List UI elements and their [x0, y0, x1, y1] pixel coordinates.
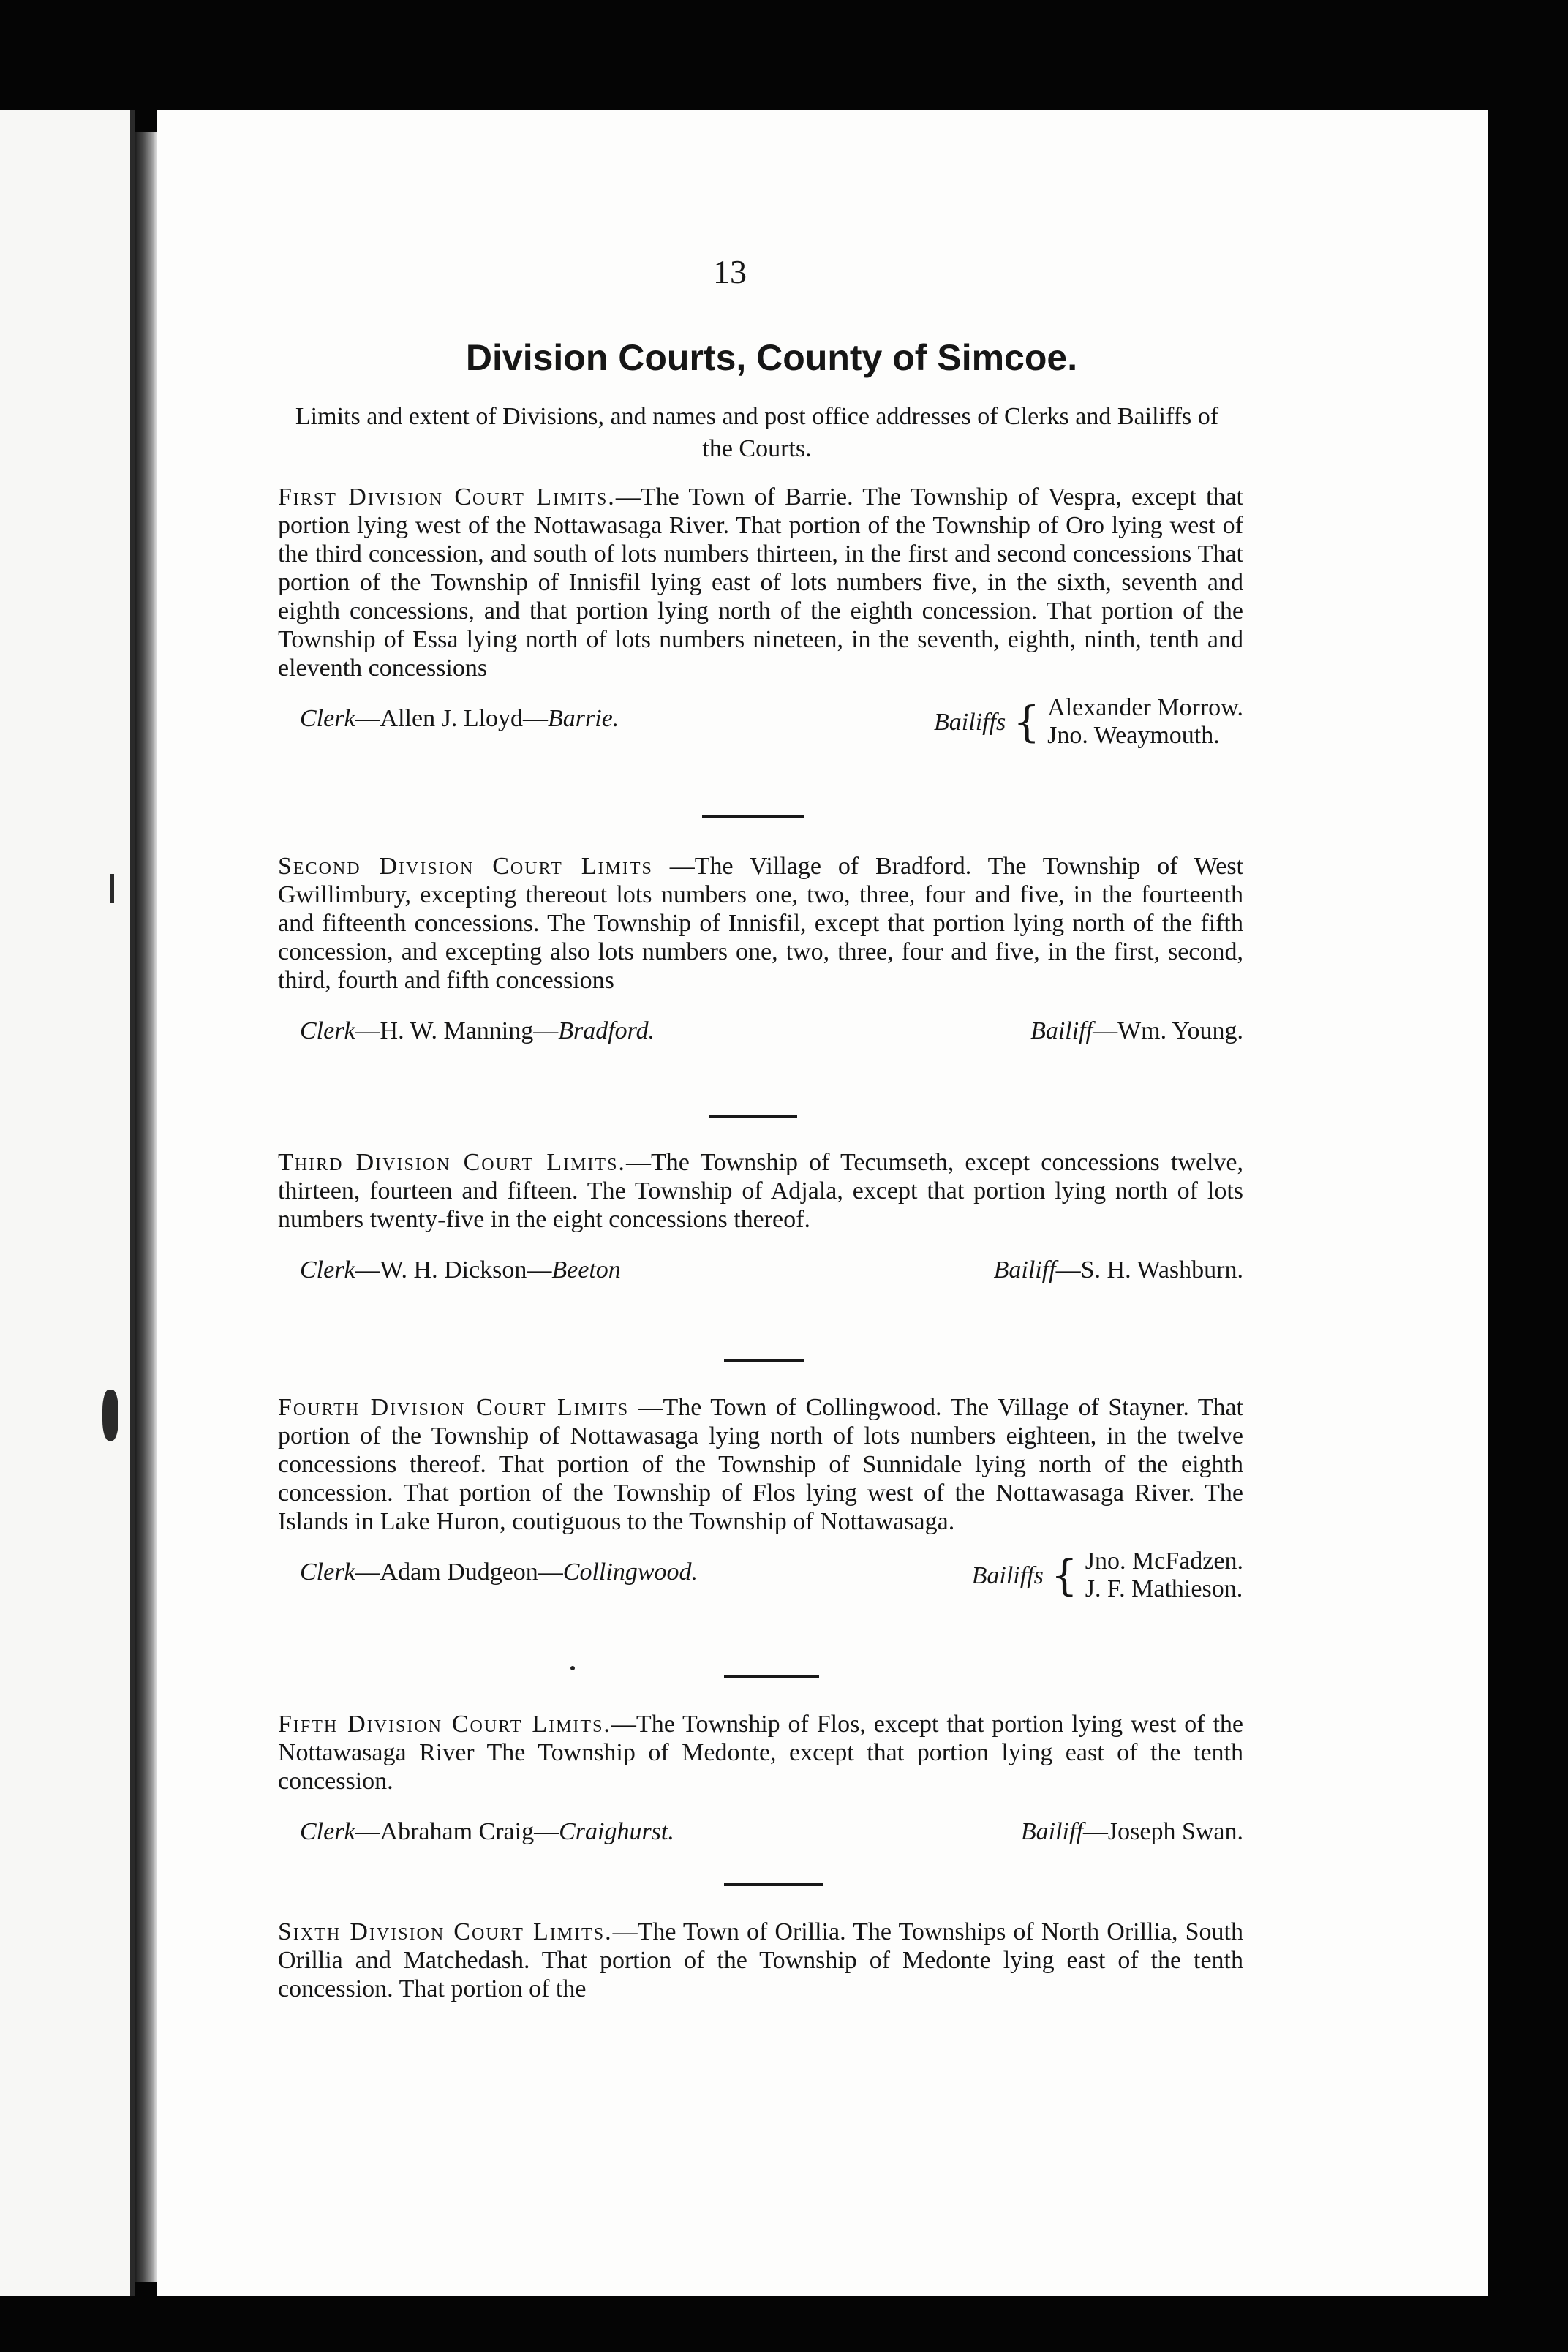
bailiff-name: J. F. Mathieson. — [1085, 1575, 1243, 1602]
section-divider — [724, 1359, 804, 1362]
officers-line — [278, 694, 1243, 758]
ink-speck — [570, 1666, 575, 1670]
bailiff-label: Bailiffs — [934, 708, 1006, 736]
section-body — [278, 1710, 1243, 1795]
bailiff-label: Bailiff — [1030, 1017, 1093, 1044]
clerk-label: Clerk — [300, 1017, 355, 1044]
bailiff-name: —S. H. Washburn. — [1055, 1256, 1243, 1284]
bailiff-names — [1085, 1548, 1243, 1603]
clerk-label: Clerk — [300, 1256, 355, 1284]
section-divider — [724, 1675, 819, 1678]
section-body — [278, 1918, 1243, 2003]
section-heading: Fourth Division Court Limits — [278, 1394, 630, 1421]
bailiff-entry — [1021, 1817, 1243, 1846]
clerk-label: Clerk — [300, 705, 355, 732]
page-title: Division Courts, County of Simcoe. — [465, 337, 1078, 378]
brace-glyph: { — [1013, 697, 1041, 747]
section-heading: Fifth Division Court Limits. — [278, 1711, 611, 1738]
section-body — [278, 483, 1243, 682]
section-divider — [724, 1883, 823, 1886]
binding-mark — [110, 874, 114, 903]
section-text: —The Township of Tecumseth, except concessions twelve, thirteen, fourteen and fifteen. The Township of Adjala, except that portion lying north of lots numbers twenty-five in the eight concessions thereof. — [278, 1149, 1243, 1233]
facing-page-edge — [0, 110, 135, 2296]
clerk-name: —H. W. Manning— — [355, 1017, 559, 1044]
division-section-2 — [278, 852, 1243, 1071]
book-gutter-shadow — [135, 132, 157, 2282]
clerk-name: —W. H. Dickson— — [355, 1256, 552, 1284]
division-section-5 — [278, 1710, 1243, 1872]
clerk-place: Craighurst. — [559, 1818, 674, 1845]
brace-glyph: { — [1050, 1550, 1078, 1600]
clerk-label: Clerk — [300, 1558, 355, 1586]
division-section-3 — [278, 1148, 1243, 1310]
bailiff-name: Alexander Morrow. — [1047, 694, 1243, 721]
clerk-name: —Adam Dudgeon— — [355, 1558, 563, 1586]
binding-mark — [102, 1390, 118, 1441]
section-heading: Third Division Court Limits. — [278, 1149, 626, 1176]
bailiff-label: Bailiff — [993, 1256, 1056, 1284]
clerk-place: Collingwood. — [562, 1558, 698, 1586]
bailiff-name: —Wm. Young. — [1093, 1017, 1243, 1044]
section-divider — [702, 815, 804, 818]
clerk-entry — [300, 704, 619, 733]
clerk-entry — [300, 1017, 655, 1045]
section-text: —The Town of Barrie. The Township of Vespra, except that portion lying west of the Nottawasaga River. That portion of the Township of Oro lying west of the third concession, and south of lots numbers thirteen, in the first and second concessions That portion of the Township of Innisfil lying east of lots numbers five, in the sixth, seventh and eighth concessions, and that portion lying north of the eighth concession. That portion of the Township of Essa lying north of lots numbers nineteen, in the seventh, eighth, ninth, tenth and eleventh concessions — [278, 483, 1243, 682]
section-heading: Sixth Division Court Limits. — [278, 1918, 613, 1945]
officers-line — [278, 1251, 1243, 1310]
bailiff-name: Jno. McFadzen. — [1085, 1548, 1243, 1575]
division-section-1 — [278, 483, 1243, 758]
officers-line — [278, 1548, 1243, 1612]
page-number: 13 — [713, 253, 747, 290]
clerk-entry — [300, 1817, 674, 1846]
officers-line — [278, 1012, 1243, 1071]
bailiff-entry — [994, 1256, 1243, 1284]
bailiff-label: Bailiffs — [971, 1561, 1044, 1589]
bailiff-entry — [1030, 1017, 1243, 1045]
clerk-name: —Allen J. Lloyd— — [355, 705, 549, 732]
section-heading: Second Division Court Limits — [278, 853, 653, 880]
clerk-entry — [300, 1558, 698, 1586]
bailiff-entry — [934, 694, 1243, 750]
clerk-place: Beeton — [551, 1256, 621, 1284]
clerk-name: —Abraham Craig— — [355, 1818, 559, 1845]
section-heading: First Division Court Limits. — [278, 483, 616, 510]
clerk-label: Clerk — [300, 1818, 355, 1845]
section-text: —The Township of Flos, except that portion lying west of the Nottawasaga River The Township of Medonte, except that portion lying east of the tenth concession. — [278, 1711, 1243, 1795]
section-body — [278, 1393, 1243, 1536]
bailiff-name: —Joseph Swan. — [1082, 1818, 1243, 1845]
section-text: —The Village of Bradford. The Township of West Gwillimbury, excepting thereout lots numbers one, two, three, four and five, in the fourteenth and fifteenth concessions. The Township of Innisfil, except that portion lying north of the fifth concession, and excepting also lots numbers one, two, three, four and five, in the first, second, third, fourth and fifth concessions — [278, 853, 1243, 994]
section-text: —The Town of Collingwood. The Village of Stayner. That portion of the Township of Nottawasaga lying north of lots numbers eighteen, in the twelve concessions thereof. That portion of the Township of Sunnidale lying north of the eighth concession. That portion of the Township of Flos lying west of the Nottawasaga River. The Islands in Lake Huron, coutiguous to the Township of Nottawasaga. — [278, 1394, 1243, 1535]
officers-line — [278, 1813, 1243, 1872]
bailiff-label: Bailiff — [1020, 1818, 1083, 1845]
clerk-entry — [300, 1256, 621, 1284]
bailiff-names — [1047, 694, 1243, 750]
section-text: —The Town of Orillia. The Townships of North Orillia, South Orillia and Matchedash. That portion of the Township of Medonte lying east of the tenth concession. That portion of the — [278, 1918, 1243, 2002]
page-subtitle: Limits and extent of Divisions, and names and post office addresses of Clerks and Bailiffs of the Courts. — [295, 403, 1219, 462]
bailiff-name: Jno. Weaymouth. — [1047, 722, 1220, 749]
section-body — [278, 852, 1243, 995]
division-section-6 — [278, 1918, 1243, 2003]
clerk-place: Bradford. — [558, 1017, 655, 1044]
section-body — [278, 1148, 1243, 1234]
division-section-4 — [278, 1393, 1243, 1612]
clerk-place: Barrie. — [548, 705, 619, 732]
bailiff-entry — [972, 1548, 1243, 1603]
section-divider — [709, 1115, 797, 1118]
